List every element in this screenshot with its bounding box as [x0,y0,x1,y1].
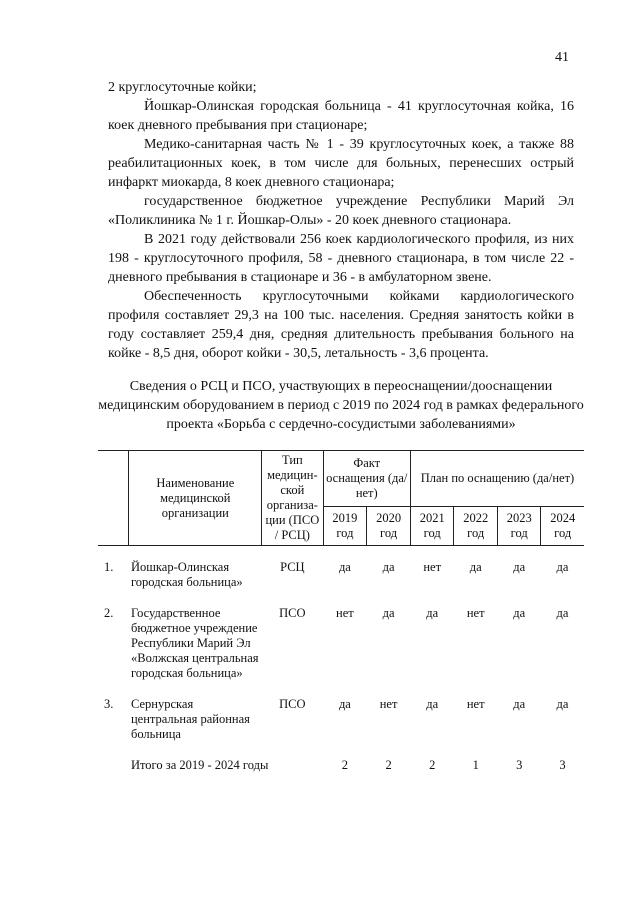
row-value: да [382,606,395,620]
paragraph: В 2021 году действовали 256 коек кардиологического профиля, из них 198 - круглосуточного профиля, 58 - дневного стационара, в том числе 22 - дневного пребывания в стационаре и 36 - в амбулаторном звене. [108,232,574,285]
section-title: Сведения о РСЦ и ПСО, участвующих в переоснащении/дооснащении медицинским оборудованием в период с 2019 по 2024 год в рамках федерального проекта «Борьба с сердечно-сосудистыми заболеваниями» [98,379,584,432]
row-value: да [513,697,526,711]
total-label: Итого за 2019 - 2024 годы [130,758,269,772]
row-value: да [469,560,482,574]
header-year: 2022 год [454,506,498,545]
header-year: 2023 год [497,506,541,545]
paragraph: Медико-санитарная часть № 1 - 39 круглосуточных коек, а также 88 реабилитационных коек, в том числе для больных, перенесших острый инфаркт миокарда, 8 коек дневного стационара; [108,137,574,190]
row-value: да [382,560,395,574]
table-row [98,560,584,590]
total-value: 2 [429,758,436,772]
total-value: 3 [559,758,566,772]
equipment-table [98,450,584,773]
header-year: 2021 год [410,506,454,545]
paragraph: 2 круглосуточные койки; [108,80,257,95]
page-number: 41 [555,50,569,65]
row-name: Йошкар-Олинская городская больница» [130,560,243,589]
row-value: нет [466,697,485,711]
row-num: 1. [104,560,114,574]
paragraph: Обеспеченность круглосуточными койками кардиологического профиля составляет 29,3 на 100 тыс. населения. Средняя занятость койки в году составляет 259,4 дня, средняя длительность пребывания больного на койке - 8,5 дня, оборот койки - 30,5, летальность - 3,6 процента. [108,289,574,361]
header-year: 2020 год [367,506,411,545]
table-row [98,697,584,742]
row-value: да [556,560,569,574]
row-type: РСЦ [280,560,305,574]
row-type: ПСО [279,606,306,620]
row-value: да [426,606,439,620]
paragraph: государственное бюджетное учреждение Республики Марий Эл «Поликлиника № 1 г. Йошкар-Олы» - 20 коек дневного стационара. [108,194,574,228]
row-value: да [338,560,351,574]
row-value: нет [379,697,398,711]
header-year: 2024 год [541,506,584,545]
header-name: Наименование медицинской организации [129,451,262,546]
row-name: Государственное бюджетное учреждение Республики Марий Эл «Волжская центральная городская больница» [130,606,259,680]
header-plan: План по оснащению (да/нет) [410,451,584,507]
total-value: 3 [516,758,523,772]
header-fact: Факт оснащения (да/нет) [323,451,410,507]
header-type: Тип медицин-ской организа-ции (ПСО / РСЦ) [262,451,323,546]
total-value: 2 [341,758,349,772]
row-name: Сернурская центральная районная больница [130,697,250,741]
row-num: 3. [104,697,114,711]
row-type: ПСО [279,697,306,711]
row-value: да [426,697,439,711]
body-text [108,78,574,363]
total-value: 1 [472,758,479,772]
total-value: 2 [385,758,392,772]
row-value: нет [336,606,354,620]
header-num [98,451,129,546]
row-value: да [556,606,569,620]
row-value: да [513,560,526,574]
paragraph: Йошкар-Олинская городская больница - 41 круглосуточная койка, 16 коек дневного пребывания при стационаре; [108,99,574,133]
row-value: да [513,606,526,620]
table-row [98,606,584,681]
table-total-row [98,758,584,773]
row-value: нет [466,606,485,620]
row-value: да [556,697,569,711]
row-value: нет [423,560,442,574]
row-value: да [338,697,351,711]
row-num: 2. [104,606,114,620]
table-header-row [98,451,584,507]
header-year: 2019 год [323,506,367,545]
